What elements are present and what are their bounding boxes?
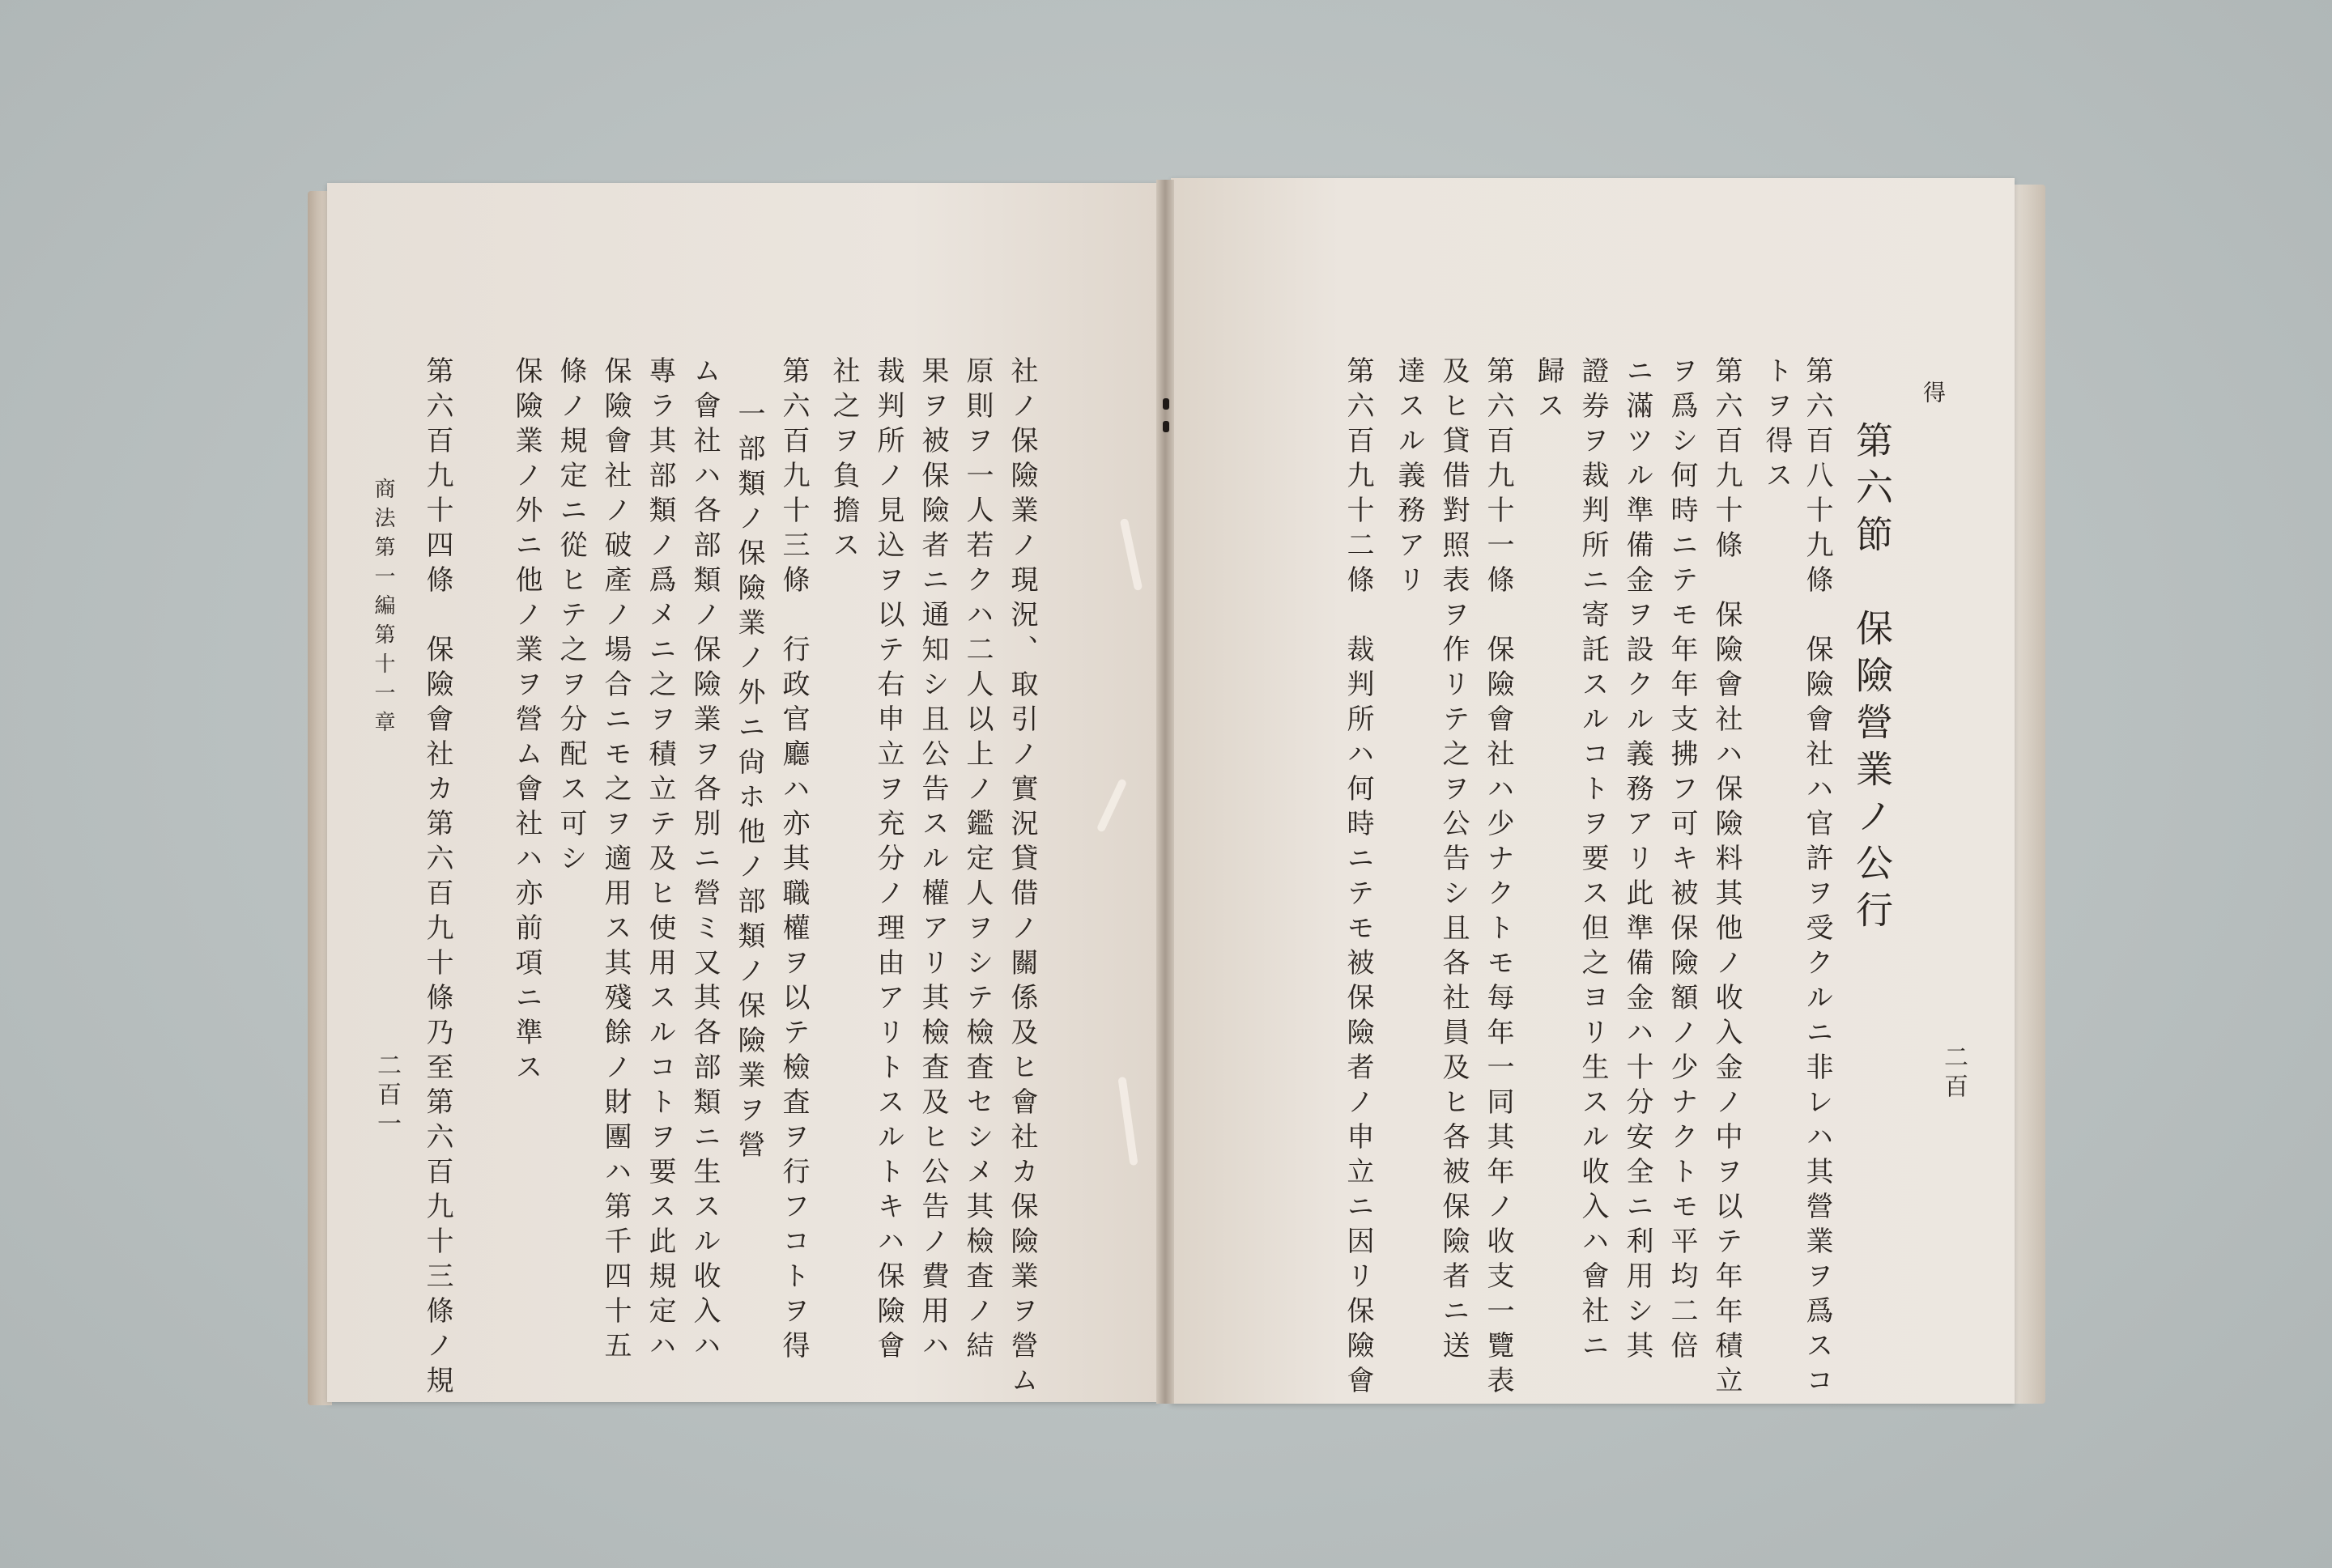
- text-column: 果ヲ被保險者ニ通知シ且公告スル權アリ其檢査及ヒ公告ノ費用ハ: [917, 356, 949, 1366]
- text-column: 證券ヲ裁判所ニ寄託スルコトヲ要ス但之ヨリ生スル收入ハ會社ニ: [1577, 356, 1609, 1366]
- text-column: 第六百九十一條 保險會社ハ少ナクトモ每年一同其年ノ收支一覽表: [1482, 356, 1514, 1400]
- text-column: 第六百九十三條 行政官廳ハ亦其職權ヲ以テ檢査ヲ行フコトヲ得: [777, 356, 810, 1366]
- binding-stitch: [1163, 421, 1169, 432]
- text-column: 社之ヲ負擔ス: [828, 356, 860, 565]
- text-column: ム會社ハ各部類ノ保險業ヲ各別ニ營ミ又其各部類ニ生スル收入ハ: [688, 356, 721, 1366]
- text-column: トヲ得ス: [1760, 356, 1793, 495]
- text-column: 一部類ノ保險業ノ外ニ尙ホ他ノ部類ノ保險業ヲ營: [733, 364, 765, 1165]
- text-column: 得: [1920, 380, 1947, 411]
- text-column: 社ノ保險業ノ現況、取引ノ實況貸借ノ關係及ヒ會社カ保險業ヲ營ム: [1006, 356, 1038, 1400]
- text-column: 裁判所ノ見込ヲ以テ右申立ヲ充分ノ理由アリトスルトキハ保險會: [872, 356, 904, 1366]
- text-column: 第六百九十四條 保險會社カ第六百九十條乃至第六百九十三條ノ規: [421, 356, 453, 1400]
- page-number: 二百一: [372, 1052, 401, 1140]
- text-column: 條ノ規定ニ從ヒテ之ヲ分配ス可シ: [555, 356, 587, 878]
- text-column: ヲ爲シ何時ニテモ年年支拂フ可キ被保險額ノ少ナクトモ平均二倍: [1666, 356, 1698, 1366]
- text-column: 保險業ノ外ニ他ノ業ヲ營ム會社ハ亦前項ニ準ス: [510, 356, 543, 1087]
- running-head: 商法第一編第十一章: [371, 478, 395, 740]
- text-column: 及ヒ貸借對照表ヲ作リテ之ヲ公告シ且各社員及ヒ各被保險者ニ送: [1437, 356, 1470, 1366]
- section-heading: 第六節 保險營業ノ公行: [1850, 421, 1894, 937]
- book-gutter: [1156, 180, 1174, 1404]
- page-number: 二百: [1939, 1044, 1968, 1103]
- text-column: 達スル義務アリ: [1393, 356, 1425, 600]
- text-column: 第六百八十九條 保險會社ハ官許ヲ受クルニ非レハ其營業ヲ爲スコ: [1801, 356, 1833, 1400]
- text-column: 專ラ其部類ノ爲メニ之ヲ積立テ及ヒ使用スルコトヲ要ス此規定ハ: [644, 356, 676, 1366]
- text-column: 歸ス: [1532, 356, 1564, 426]
- text-column: 第六百九十條 保險會社ハ保險料其他ノ收入金ノ中ヲ以テ年年積立: [1710, 356, 1743, 1400]
- text-column: ニ滿ツル準備金ヲ設クル義務アリ此準備金ハ十分安全ニ利用シ其: [1621, 356, 1653, 1366]
- text-column: 原則ヲ一人若クハ二人以上ノ鑑定人ヲシテ檢査セシメ其檢査ノ結: [961, 356, 994, 1366]
- text-column: 第六百九十二條 裁判所ハ何時ニテモ被保險者ノ申立ニ因リ保險會: [1342, 356, 1374, 1400]
- binding-stitch: [1163, 398, 1169, 410]
- text-column: 保險會社ノ破產ノ場合ニモ之ヲ適用ス其殘餘ノ財團ハ第千四十五: [599, 356, 632, 1366]
